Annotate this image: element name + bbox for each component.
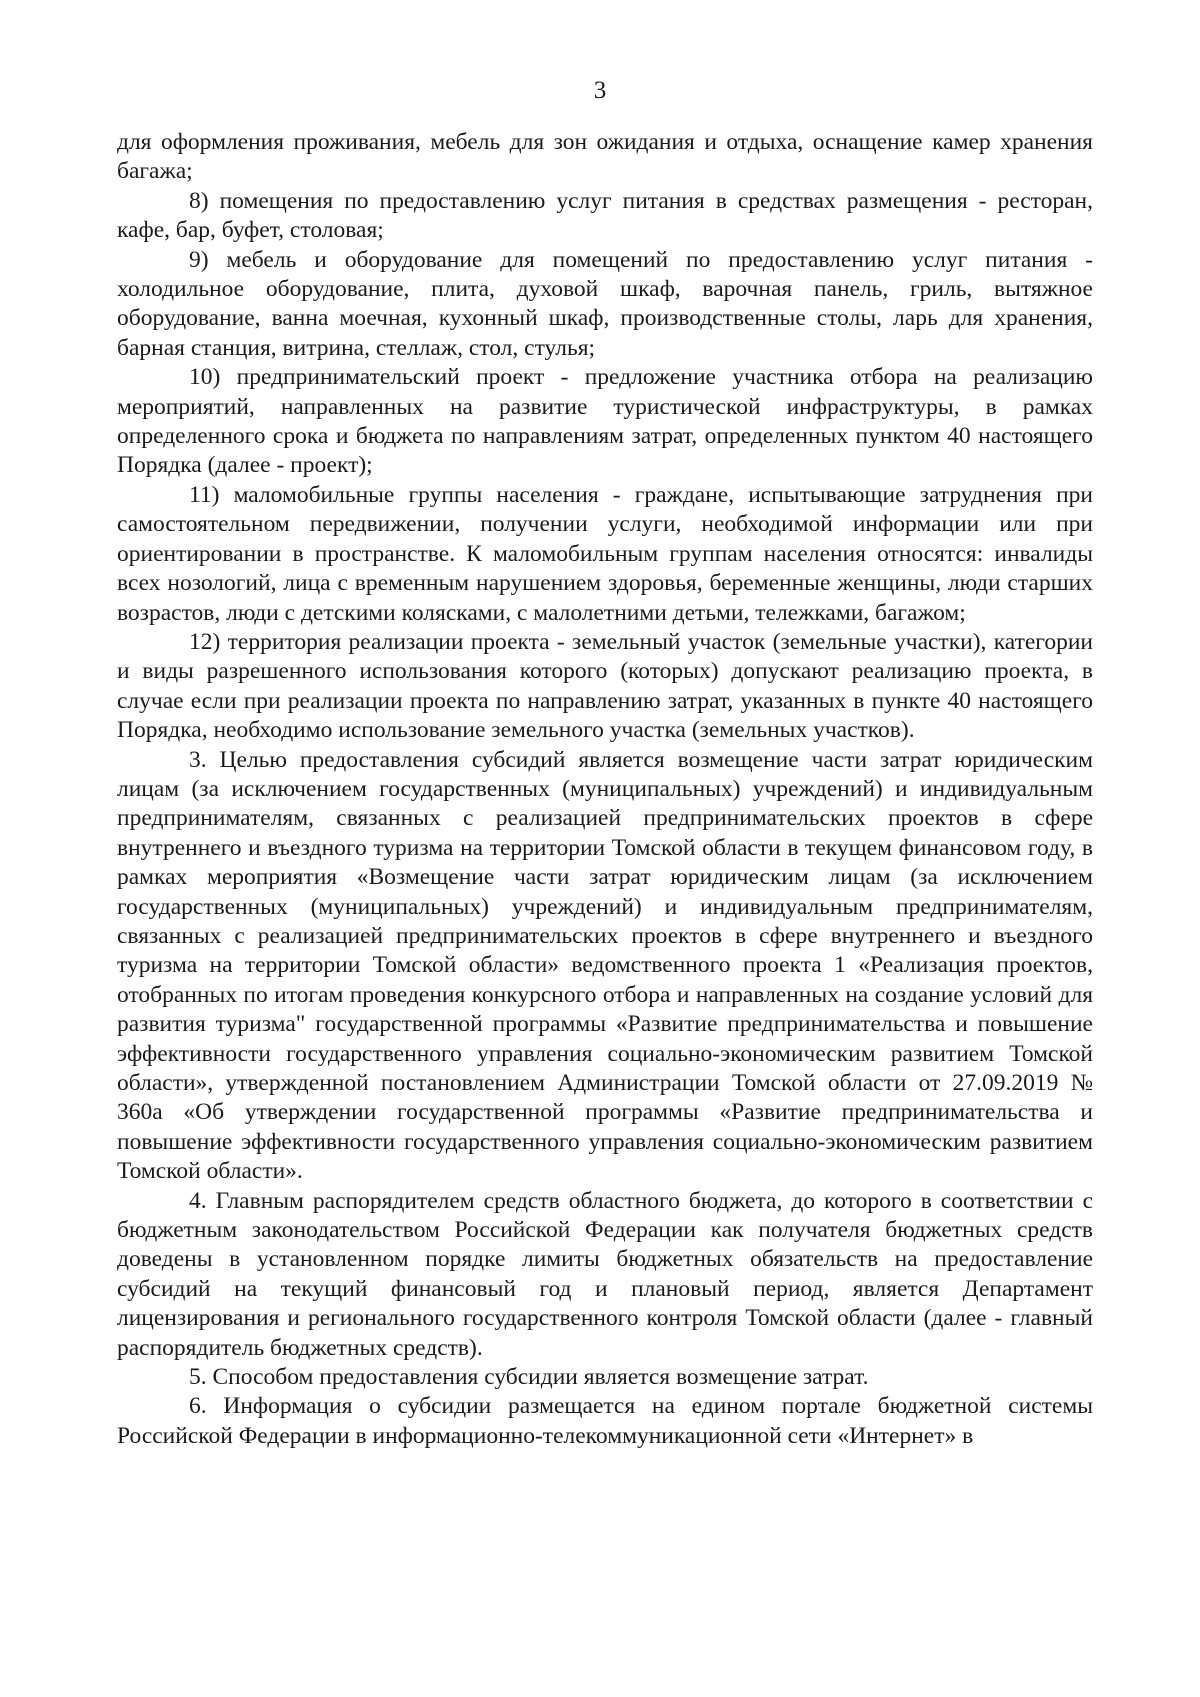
paragraph-clause-5: 5. Способом предоставления субсидии является возмещение затрат. xyxy=(189,1364,869,1391)
document-body xyxy=(117,128,1093,1451)
page-number: 3 xyxy=(593,77,607,104)
paragraph-clause-6: 6. Информация о субсидии размещается на едином портале бюджетной системы Российской Федерации в информационно-телекоммуникационной сети «Интернет» в xyxy=(117,1393,1093,1449)
paragraph-clause-4: 4. Главным распорядителем средств областного бюджета, до которого в соответствии с бюджетным законодательством Российской Федерации как получателя бюджетных средств доведены в установленном порядке лимиты бюджетных обязательств на предоставление субсидий на текущий финансовый год и плановый период, является Департамент лицензирования и регионального государственного контроля Томской области (далее - главный распорядитель бюджетных средств). xyxy=(117,1187,1093,1361)
paragraph-item-12: 12) территория реализации проекта - земельный участок (земельные участки), категории и виды разрешенного использования которого (которых) допускают реализацию проекта, в случае если при реализации проекта по направлению затрат, указанных в пункте 40 настоящего Порядка, необходимо использование земельного участка (земельных участков). xyxy=(117,628,1093,744)
paragraph-item-9: 9) мебель и оборудование для помещений по предоставлению услуг питания - холодильное оборудование, плита, духовой шкаф, варочная панель, гриль, вытяжное оборудование, ванна моечная, кухонный шкаф, производственные столы, ларь для хранения, барная станция, витрина, стеллаж, стол, стулья; xyxy=(117,246,1093,361)
paragraph-item-8: 8) помещения по предоставлению услуг питания в средствах размещения - ресторан, кафе, бар, буфет, столовая; xyxy=(117,187,1093,244)
paragraph-item-11: 11) маломобильные группы населения - граждане, испытывающие затруднения при самостоятельном передвижении, получении услуги, необходимой информации или при ориентировании в пространстве. К маломобильным группам населения относятся: инвалиды всех нозологий, лица с временным нарушением здоровья, беременные женщины, люди старших возрастов, люди с детскими колясками, с малолетними детьми, тележками, багажом; xyxy=(117,481,1093,626)
paragraph-item-10: 10) предпринимательский проект - предложение участника отбора на реализацию мероприятий, направленных на развитие туристической инфраструктуры, в рамках определенного срока и бюджета по направлениям затрат, определенных пунктом 40 настоящего Порядка (далее - проект); xyxy=(117,364,1093,479)
paragraph-clause-3: 3. Целью предоставления субсидий является возмещение части затрат юридическим лицам (за исключением государственных (муниципальных) учреждений) и индивидуальным предпринимателям, связанных с реализацией предпринимательских проектов в сфере внутреннего и въездного туризма на территории Томской области в текущем финансовом году, в рамках мероприятия «Возмещение части затрат юридическим лицам (за исключением государственных (муниципальных) учреждений) и индивидуальным предпринимателям, связанных с реализацией предпринимательских проектов в сфере внутреннего и въездного туризма на территории Томской области» ведомственного проекта 1 «Реализация проектов, отобранных по итогам проведения конкурсного отбора и направленных на создание условий для развития туризма" государственной программы «Развитие предпринимательства и повышение эффективности государственного управления социально-экономическим развитием Томской области», утвержденной постановлением Администрации Томской области от 27.09.2019 № 360а «Об утверждении государственной программы «Развитие предпринимательства и повышение эффективности государственного управления социально-экономическим развитием Томской области». xyxy=(117,746,1093,1185)
paragraph-continuation: для оформления проживания, мебель для зон ожидания и отдыха, оснащение камер хранения багажа; xyxy=(117,129,1093,185)
